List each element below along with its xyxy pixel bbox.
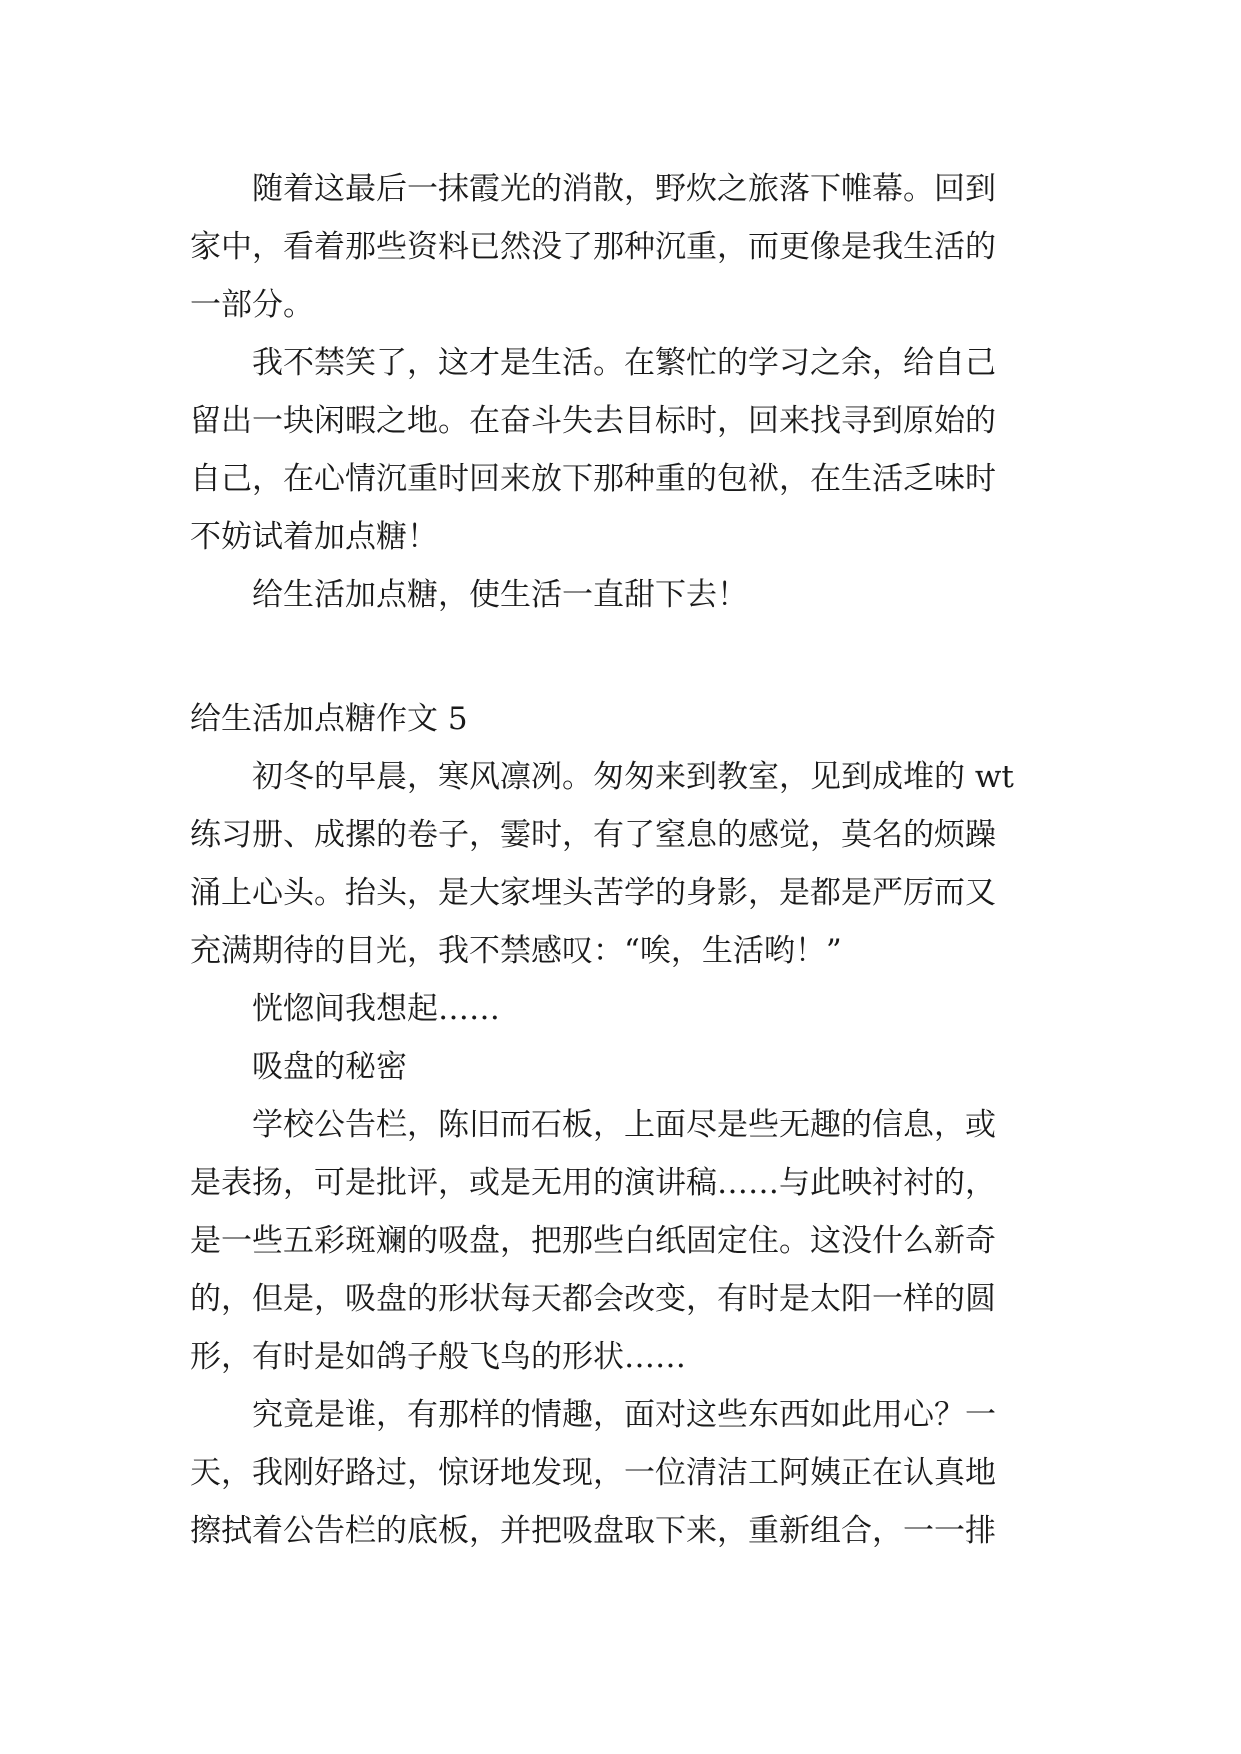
paragraph-line: 给生活加点糖，使生活一直甜下去！ (252, 577, 748, 613)
paragraph-line: 是表扬，可是批评，或是无用的演讲稿……与此映衬衬的， (190, 1165, 996, 1201)
section-heading: 给生活加点糖作文 5 (190, 701, 468, 737)
paragraph-line: 初冬的早晨，寒风凛冽。匆匆来到教室，见到成堆的 wt (252, 759, 1014, 795)
paragraph-line: 形，有时是如鸽子般飞鸟的形状…… (190, 1339, 686, 1375)
paragraph-line: 留出一块闲暇之地。在奋斗失去目标时，回来找寻到原始的 (190, 403, 996, 439)
paragraph-line: 不妨试着加点糖！ (190, 519, 438, 555)
paragraph-line: 究竟是谁，有那样的情趣，面对这些东西如此用心？一 (252, 1397, 996, 1433)
paragraph-line: 是一些五彩斑斓的吸盘，把那些白纸固定住。这没什么新奇 (190, 1223, 996, 1259)
paragraph-line: 天，我刚好路过，惊讶地发现，一位清洁工阿姨正在认真地 (190, 1455, 996, 1491)
paragraph-line: 自己，在心情沉重时回来放下那种重的包袱，在生活乏味时 (190, 461, 996, 497)
paragraph-line: 的，但是，吸盘的形状每天都会改变，有时是太阳一样的圆 (190, 1281, 996, 1317)
paragraph-line: 随着这最后一抹霞光的消散，野炊之旅落下帷幕。回到 (252, 171, 996, 207)
paragraph-line: 我不禁笑了，这才是生活。在繁忙的学习之余，给自己 (252, 345, 996, 381)
paragraph-line: 涌上心头。抬头，是大家埋头苦学的身影，是都是严厉而又 (190, 875, 996, 911)
paragraph-line: 恍惚间我想起…… (252, 991, 500, 1027)
paragraph-line: 擦拭着公告栏的底板，并把吸盘取下来，重新组合，一一排 (190, 1513, 996, 1549)
paragraph-line: 一部分。 (190, 287, 314, 323)
paragraph-line: 练习册、成摞的卷子，霎时，有了窒息的感觉，莫名的烦躁 (190, 817, 996, 853)
document-body (190, 160, 1058, 1560)
paragraph-line: 家中，看着那些资料已然没了那种沉重，而更像是我生活的 (190, 229, 996, 265)
section-spacer (190, 624, 1058, 682)
paragraph-line: 吸盘的秘密 (252, 1049, 407, 1085)
paragraph-line: 学校公告栏，陈旧而石板，上面尽是些无趣的信息，或 (252, 1107, 996, 1143)
paragraph-line: 充满期待的目光，我不禁感叹：“唉，生活哟！” (190, 933, 842, 969)
